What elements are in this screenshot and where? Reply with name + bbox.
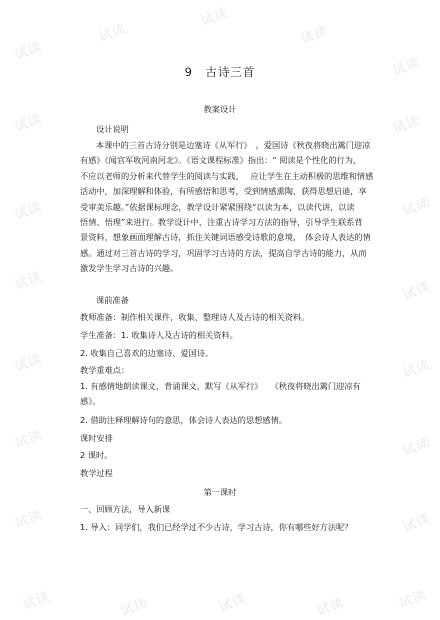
- section-1-heading: 一、回顾方法，导入新课: [80, 504, 171, 514]
- design-line: 不应以老师的分析来代替学生的阅读与实践， 应让学生在主动积极的思维和情感: [80, 170, 374, 181]
- watermark: 试读: [400, 511, 433, 536]
- hours-label: 课时安排: [80, 433, 113, 443]
- intro-line: 1. 导入：同学们，我们已经学过不少古诗，学习古诗，你有哪些好方法呢？: [80, 522, 353, 532]
- watermark: 试读: [298, 23, 331, 48]
- design-line: 本课中的三首古诗分别是边塞诗《从军行》 ，爱国诗《秋夜将晓出篱门迎凉: [96, 140, 371, 150]
- watermark: 试读: [400, 195, 433, 220]
- watermark: 试读: [390, 113, 423, 138]
- watermark: 试读: [12, 427, 45, 452]
- key-point-1-line: 感》。: [80, 396, 101, 406]
- design-line: 受审美乐趣。”依据课标理念，教学设计紧紧围绕“以读为本，以读代讲，以读: [80, 201, 355, 212]
- watermark: 试读: [314, 595, 347, 620]
- watermark: 试读: [12, 507, 45, 532]
- process-label: 教学过程: [80, 468, 113, 478]
- watermark: 试读: [12, 351, 45, 376]
- design-label: 设计说明: [96, 124, 129, 134]
- watermark: 试读: [400, 279, 433, 304]
- section-heading-plan: 教案设计: [203, 104, 237, 114]
- watermark: 试读: [96, 21, 129, 46]
- key-point-2: 2. 借助注释理解诗句的意思，体会诗人表达的思想感情。: [80, 415, 287, 425]
- page-title: 9 古诗三首: [184, 65, 256, 79]
- watermark: 试读: [396, 587, 429, 612]
- design-paragraph: [80, 138, 374, 277]
- design-line: 悟情、悟理”来进行。教学设计中，注重古诗学习方法的指导，引导学生联系背: [80, 217, 363, 228]
- prep-label: 课前准备: [96, 295, 129, 305]
- hours-value: 2 课时。: [80, 450, 113, 460]
- watermark: 试读: [12, 199, 45, 224]
- design-line: 有感》《闻官军收河南河北》。《语文课程标准》指出：“ 阅读是个性化的行为，: [80, 155, 362, 166]
- teacher-prep: 教师准备：制作相关课件，收集、整理诗人及古诗的相关资料。: [80, 312, 310, 322]
- watermark: 试读: [12, 111, 45, 136]
- design-line: 景资料，想象画面理解古诗，抓住关键词语感受诗歌的意境， 体会诗人表达的情: [80, 232, 371, 243]
- watermark: 试读: [390, 55, 423, 80]
- student-prep-2: 2. 收集自己喜欢的边塞诗、爱国诗。: [80, 348, 214, 358]
- key-point-1-line: 1. 有感情地朗读课文，背诵课文，默写《从军行》 《秋夜将晓出篱门迎凉有: [80, 381, 361, 391]
- watermark: 试读: [216, 591, 249, 616]
- design-line: 感。通过对三首古诗的学习，巩固学习古诗的方法，提高自学古诗的能力，从而: [80, 247, 367, 258]
- watermark: 试读: [198, 5, 231, 30]
- watermark: 试读: [20, 589, 53, 614]
- key-points-label: 教学重难点：: [80, 365, 130, 375]
- design-line: 激发学生学习古诗的兴趣。: [80, 263, 179, 274]
- watermark: 试读: [118, 595, 151, 620]
- first-lesson-heading: 第一课时: [203, 487, 237, 497]
- watermark: 试读: [12, 39, 45, 64]
- watermark: 试读: [400, 435, 433, 460]
- student-prep: 学生准备：1. 收集诗人及古诗的相关资料。: [80, 330, 238, 340]
- watermark: 试读: [400, 357, 433, 382]
- design-line: 活动中，加深理解和体验，有所感悟和思考，受到情感熏陶，获得思想启迪，享: [80, 186, 367, 197]
- watermark: 试读: [12, 269, 45, 294]
